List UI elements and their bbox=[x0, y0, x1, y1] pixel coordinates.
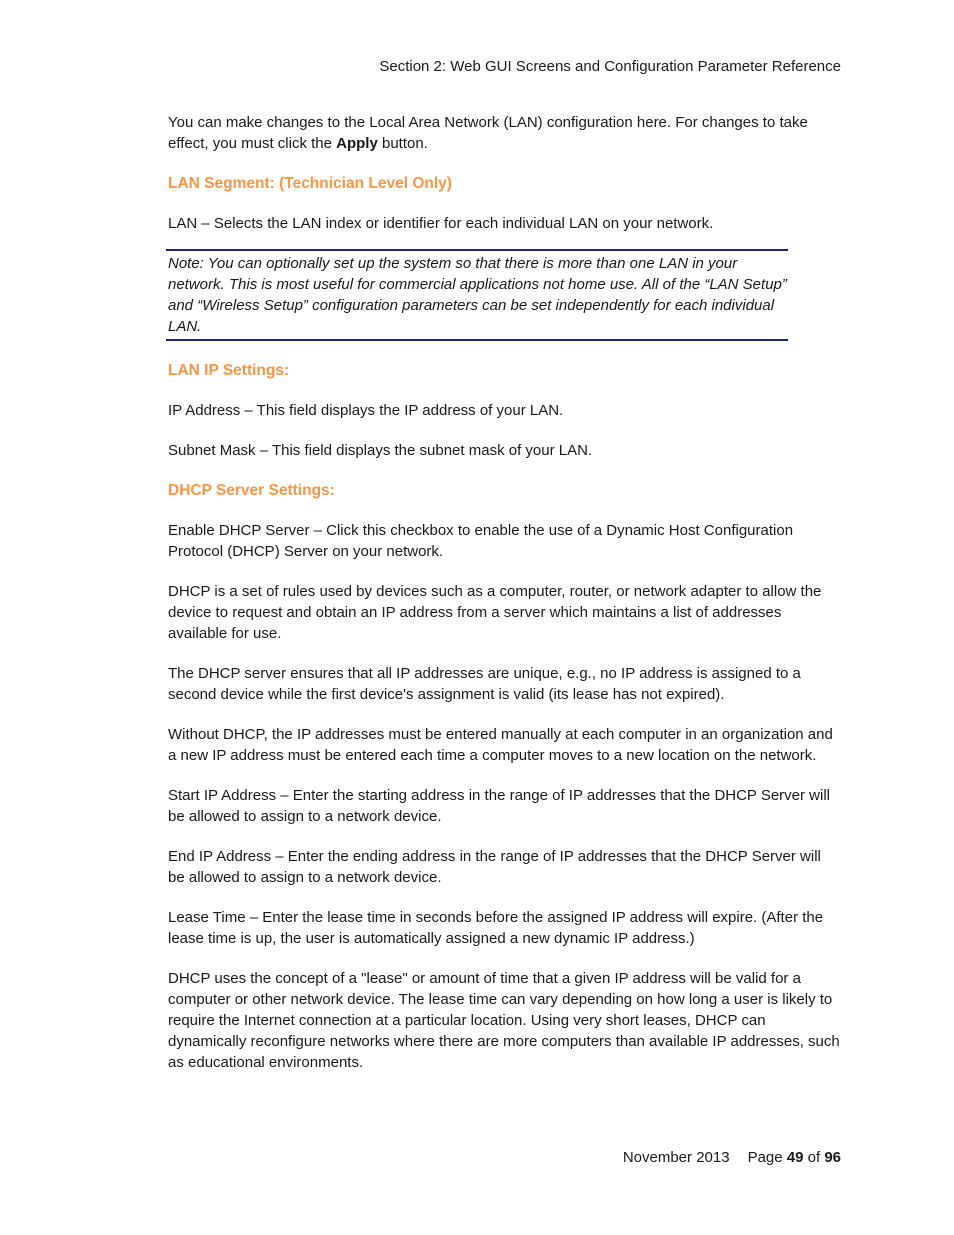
start-ip-description: Start IP Address – Enter the starting address in the range of IP addresses that the DHCP Server will be allowed to assign to a network device. bbox=[168, 787, 831, 825]
dhcp-heading: DHCP Server Settings: bbox=[168, 482, 335, 499]
note-text: Note: You can optionally set up the system so that there is more than one LAN in your network. This is most useful for commercial applications not home use. All of the “LAN Setup” and “Wireless Setup” configuration parameters can be set independently for each individual LAN. bbox=[168, 255, 787, 335]
intro-text-before: You can make changes to the Local Area Network (LAN) configuration here. For changes to take effect, you must click the bbox=[168, 114, 808, 152]
lease-time-description: Lease Time – Enter the lease time in seconds before the assigned IP address will expire. (After the lease time is up, the user is automatically assigned a new dynamic IP address.) bbox=[168, 909, 824, 947]
intro-paragraph bbox=[168, 112, 840, 154]
lan-segment-heading: LAN Segment: (Technician Level Only) bbox=[168, 175, 452, 192]
footer-date: November 2013 bbox=[622, 1149, 730, 1166]
page-body bbox=[168, 112, 840, 1092]
apply-keyword: Apply bbox=[336, 135, 378, 152]
subnet-mask-description: Subnet Mask – This field displays the subnet mask of your LAN. bbox=[168, 442, 593, 459]
footer-of-label: of bbox=[803, 1149, 825, 1166]
footer-total-pages: 96 bbox=[824, 1149, 841, 1166]
page-footer bbox=[623, 1148, 841, 1168]
lease-concept-paragraph: DHCP uses the concept of a "lease" or amount of time that a given IP address will be valid for a computer or other network device. The lease time can vary depending on how long a user is likely to require the Internet connection at a particular location. Using very short leases, DHCP can dynamically reconfigure networks where there are more computers than available IP addresses, such as educational environments. bbox=[168, 970, 840, 1071]
dhcp-unique-paragraph: The DHCP server ensures that all IP addresses are unique, e.g., no IP address is assigned to a second device while the first device's assignment is valid (its lease has not expired). bbox=[168, 665, 801, 703]
lan-description: LAN – Selects the LAN index or identifier for each individual LAN on your network. bbox=[168, 215, 714, 232]
lan-ip-heading: LAN IP Settings: bbox=[168, 362, 290, 379]
end-ip-description: End IP Address – Enter the ending address in the range of IP addresses that the DHCP Server will be allowed to assign to a network device. bbox=[168, 848, 821, 886]
dhcp-definition: DHCP is a set of rules used by devices such as a computer, router, or network adapter to allow the device to request and obtain an IP address from a server which maintains a list of addresses available for use. bbox=[168, 583, 822, 642]
without-dhcp-paragraph: Without DHCP, the IP addresses must be entered manually at each computer in an organization and a new IP address must be entered each time a computer moves to a new location on the network. bbox=[168, 726, 833, 764]
ip-address-description: IP Address – This field displays the IP address of your LAN. bbox=[168, 402, 564, 419]
footer-page-number: 49 bbox=[786, 1149, 804, 1166]
enable-dhcp-description: Enable DHCP Server – Click this checkbox to enable the use of a Dynamic Host Configuration Protocol (DHCP) Server on your network. bbox=[168, 522, 794, 560]
running-header: Section 2: Web GUI Screens and Configuration Parameter Reference bbox=[379, 58, 841, 75]
intro-text-after: button. bbox=[377, 135, 428, 152]
footer-page-label: Page bbox=[747, 1149, 787, 1166]
note-box bbox=[166, 249, 788, 341]
